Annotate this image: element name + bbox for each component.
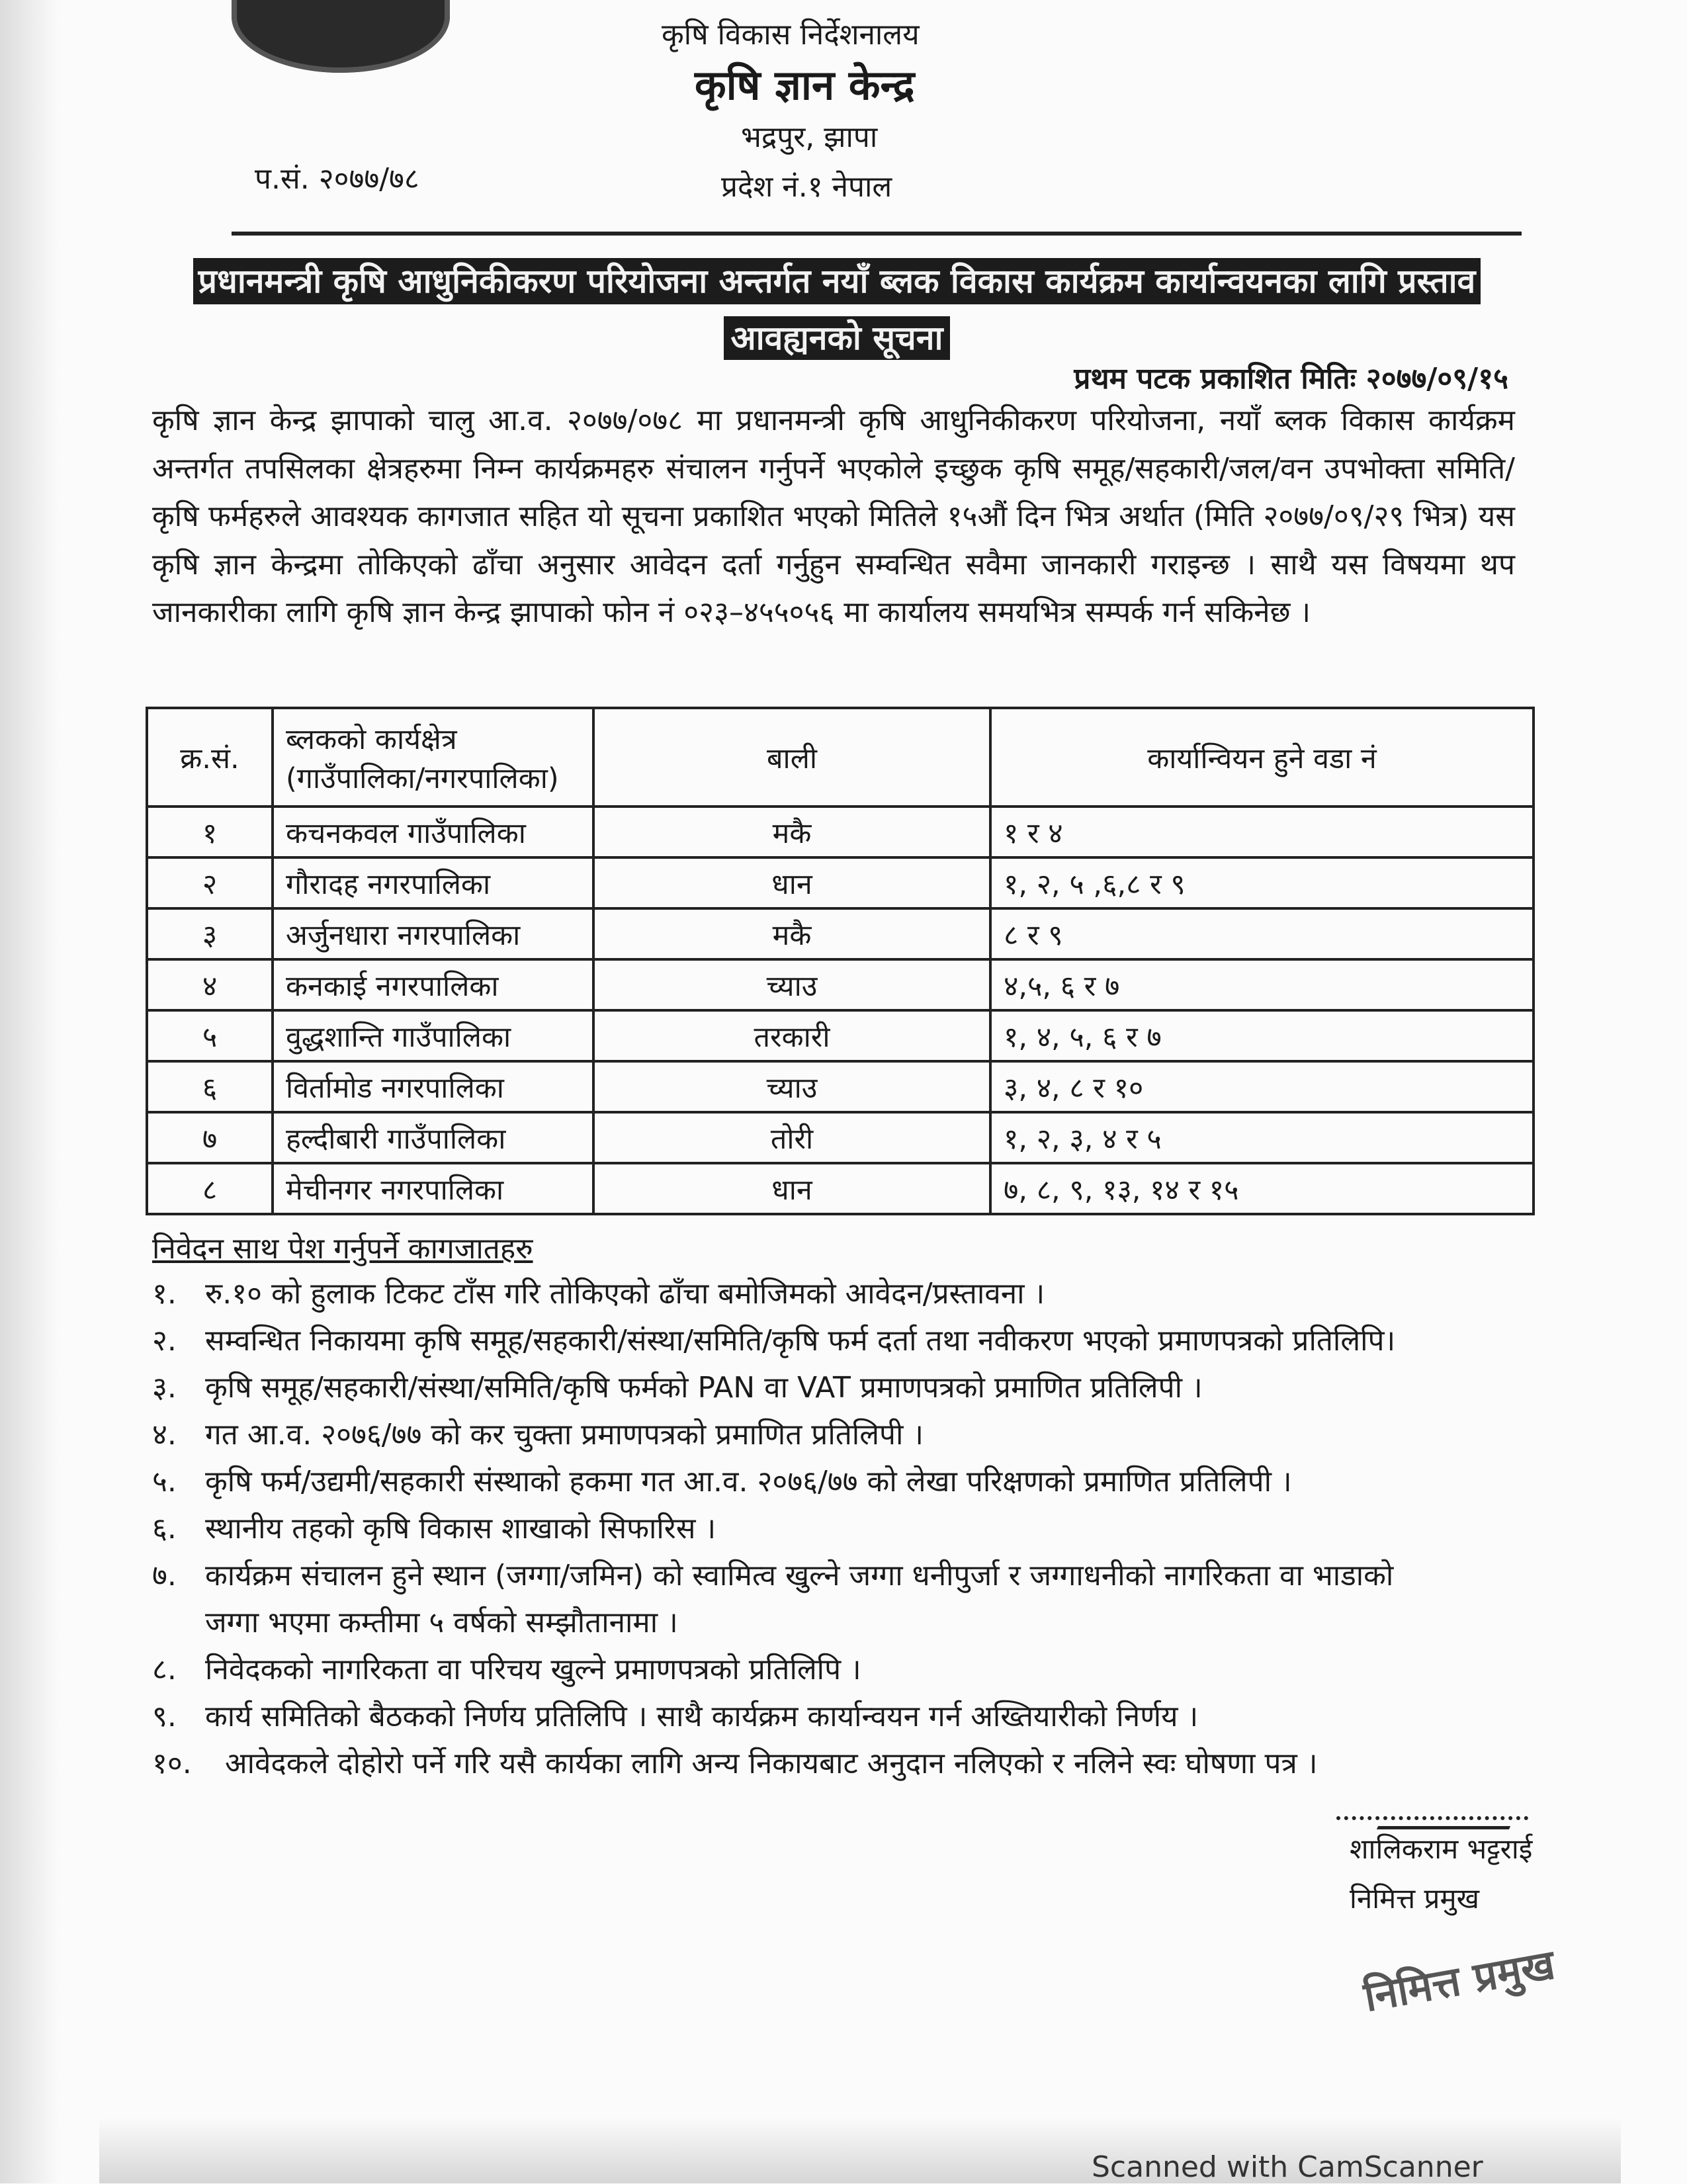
header-crop: बाली xyxy=(593,708,990,807)
list-item xyxy=(152,1505,1555,1552)
cell-crop: तरकारी xyxy=(593,1010,990,1061)
cell-area: विर्तामोड नगरपालिका xyxy=(273,1061,593,1112)
scan-shadow-left xyxy=(0,0,60,2183)
item-number: ९. xyxy=(152,1700,177,1733)
block-program-table xyxy=(146,707,1535,1215)
table-row xyxy=(147,807,1534,857)
cell-crop: च्याउ xyxy=(593,959,990,1010)
item-text: गत आ.व. २०७६/७७ को कर चुक्ता प्रमाणपत्रको प्रमाणित प्रतिलिपी । xyxy=(205,1418,924,1452)
table-row xyxy=(147,1061,1534,1112)
list-item xyxy=(152,1646,1555,1693)
cell-area: मेचीनगर नगरपालिका xyxy=(273,1163,593,1214)
cell-wards: ४,५, ६ र ७ xyxy=(990,959,1534,1010)
item-text: कृषि समूह/सहकारी/संस्था/समिति/कृषि फर्मको PAN वा VAT प्रमाणपत्रको प्रमाणित प्रतिलिपी । xyxy=(205,1371,1203,1405)
item-text: रु.१० को हुलाक टिकट टाँस गरि तोकिएको ढाँचा बमोजिमको आवेदन/प्रस्तावना । xyxy=(205,1277,1045,1311)
cell-crop: च्याउ xyxy=(593,1061,990,1112)
header-wards: कार्यान्वियन हुने वडा नं xyxy=(990,708,1534,807)
cell-wards: ७, ८, ९, १३, १४ र १५ xyxy=(990,1163,1534,1214)
cell-crop: धान xyxy=(593,1163,990,1214)
cell-area: वुद्धशान्ति गाउँपालिका xyxy=(273,1010,593,1061)
notice-title-line1: प्रधानमन्त्री कृषि आधुनिकीकरण परियोजना अन्तर्गत नयाँ ब्लक विकास कार्यक्रम कार्यान्वयनका लागि प्रस्ताव xyxy=(193,258,1481,304)
header-area xyxy=(273,708,593,807)
item-number: ४. xyxy=(152,1418,177,1452)
published-date: प्रथम पटक प्रकाशित मितिः २०७७/०९/१५ xyxy=(1074,362,1508,396)
item-text: कार्य समितिको बैठकको निर्णय प्रतिलिपि । साथै कार्यक्रम कार्यान्वयन गर्न अख्तियारीको निर्णय । xyxy=(205,1700,1199,1733)
signature-line xyxy=(1336,1816,1528,1820)
cell-wards: १ र ४ xyxy=(990,807,1534,857)
cell-serial: ३ xyxy=(147,908,273,959)
cell-wards: १, २, ५ ,६,८ र ९ xyxy=(990,857,1534,908)
table-row xyxy=(147,857,1534,908)
cell-crop: तोरी xyxy=(593,1112,990,1163)
header-location: भद्रपुर, झापा xyxy=(741,120,878,154)
cell-crop: धान xyxy=(593,857,990,908)
cell-serial: ६ xyxy=(147,1061,273,1112)
cell-area: हल्दीबारी गाउँपालिका xyxy=(273,1112,593,1163)
list-item-continuation: जग्गा भएमा कम्तीमा ५ वर्षको सम्झौतानामा । xyxy=(205,1606,678,1639)
cell-serial: ७ xyxy=(147,1112,273,1163)
cell-serial: ५ xyxy=(147,1010,273,1061)
government-emblem-icon xyxy=(232,0,450,73)
cell-area: गौरादह नगरपालिका xyxy=(273,857,593,908)
documents-list xyxy=(152,1270,1555,1787)
header-divider xyxy=(232,232,1522,236)
table-row xyxy=(147,1163,1534,1214)
signer-role: निमित्त प्रमुख xyxy=(1350,1882,1479,1915)
list-item xyxy=(152,1364,1555,1411)
cell-crop: मकै xyxy=(593,908,990,959)
cell-wards: १, ४, ५, ६ र ७ xyxy=(990,1010,1534,1061)
list-item xyxy=(152,1552,1555,1599)
item-text: कार्यक्रम संचालन हुने स्थान (जग्गा/जमिन) को स्वामित्व खुल्ने जग्गा धनीपुर्जा र जग्गाधनीको नागरिकता वा भाडाको xyxy=(205,1559,1394,1593)
item-number: ६. xyxy=(152,1512,177,1546)
item-number: १. xyxy=(152,1277,177,1311)
cell-area: कचनकवल गाउँपालिका xyxy=(273,807,593,857)
cell-serial: ८ xyxy=(147,1163,273,1214)
table-row xyxy=(147,1112,1534,1163)
cell-serial: १ xyxy=(147,807,273,857)
item-number: ७. xyxy=(152,1559,177,1593)
item-number: ५. xyxy=(152,1465,177,1499)
cell-serial: २ xyxy=(147,857,273,908)
cell-crop: मकै xyxy=(593,807,990,857)
cell-wards: ८ र ९ xyxy=(990,908,1534,959)
header-office: कृषि ज्ञान केन्द्र xyxy=(695,61,915,109)
reference-number: प.सं. २०७७/७८ xyxy=(255,162,419,196)
scanner-watermark: Scanned with CamScanner xyxy=(1092,2150,1483,2184)
table-row xyxy=(147,908,1534,959)
header-serial: क्र.सं. xyxy=(147,708,273,807)
cell-area: अर्जुनधारा नगरपालिका xyxy=(273,908,593,959)
table-header-row xyxy=(147,708,1534,807)
item-text: आवेदकले दोहोरो पर्ने गरि यसै कार्यका लागि अन्य निकायबाट अनुदान नलिएको र नलिने स्वः घोषणा पत्र । xyxy=(225,1747,1318,1780)
item-text: कृषि फर्म/उद्यमी/सहकारी संस्थाको हकमा गत आ.व. २०७६/७७ को लेखा परिक्षणको प्रमाणित प्रतिलिपी । xyxy=(205,1465,1292,1499)
header-area-line2: (गाउँपालिका/नगरपालिका) xyxy=(286,762,559,795)
item-number: १०. xyxy=(152,1747,192,1780)
cell-serial: ४ xyxy=(147,959,273,1010)
item-text: सम्वन्धित निकायमा कृषि समूह/सहकारी/संस्था/समिति/कृषि फर्म दर्ता तथा नवीकरण भएको प्रमाणपत्रको प्रतिलिपि। xyxy=(205,1324,1396,1358)
item-number: ८. xyxy=(152,1653,177,1686)
header-province: प्रदेश नं.१ नेपाल xyxy=(721,170,892,204)
list-item xyxy=(152,1317,1555,1364)
notice-title-line2: आवह्यनको सूचना xyxy=(724,316,949,360)
cell-wards: ३, ४, ८ र १० xyxy=(990,1061,1534,1112)
list-item xyxy=(152,1693,1555,1740)
item-number: २. xyxy=(152,1324,177,1358)
documents-heading: निवेदन साथ पेश गर्नुपर्ने कागजातहरु xyxy=(152,1232,533,1266)
header-directorate: कृषि विकास निर्देशनालय xyxy=(662,18,920,52)
cell-wards: १, २, ३, ४ र ५ xyxy=(990,1112,1534,1163)
list-item xyxy=(152,1458,1555,1505)
notice-title xyxy=(182,253,1492,367)
table-row xyxy=(147,959,1534,1010)
list-item xyxy=(152,1270,1555,1317)
official-stamp: निमित्त प्रमुख xyxy=(1360,1940,1559,2021)
item-text: स्थानीय तहको कृषि विकास शाखाको सिफारिस । xyxy=(205,1512,716,1546)
list-item xyxy=(152,1411,1555,1458)
header-area-line1: ब्लकको कार्यक्षेत्र xyxy=(286,722,457,756)
signer-name: शालिकराम भट्टराई xyxy=(1350,1833,1533,1865)
list-item xyxy=(152,1740,1555,1787)
notice-body: कृषि ज्ञान केन्द्र झापाको चालु आ.व. २०७७/०७८ मा प्रधानमन्त्री कृषि आधुनिकीकरण परियोजना, नयाँ ब्लक विकास कार्यक्रम अन्तर्गत तपसिलका क्षेत्रहरुमा निम्न कार्यक्रमहरु संचालन गर्नुपर्ने भएकोले इच्छुक कृषि समूह/सहकारी/जल/वन उपभोक्ता समिति/कृषि फर्महरुले आवश्यक कागजात सहित यो सूचना प्रकाशित भएको मितिले १५औं दिन भित्र अर्थात (मिति २०७७/०९/२९ भित्र) यस कृषि ज्ञान केन्द्रमा तोकिएको ढाँचा अनुसार आवेदन दर्ता गर्नुहुन सम्वन्धित सवैमा जानकारी गराइन्छ । साथै यस विषयमा थप जानकारीका लागि कृषि ज्ञान केन्द्र झापाको फोन नं ०२३–४५५०५६ मा कार्यालय समयभित्र सम्पर्क गर्न सकिनेछ । xyxy=(152,404,1515,629)
table-row xyxy=(147,1010,1534,1061)
cell-area: कनकाई नगरपालिका xyxy=(273,959,593,1010)
item-text: निवेदकको नागरिकता वा परिचय खुल्ने प्रमाणपत्रको प्रतिलिपि । xyxy=(205,1653,861,1686)
item-number: ३. xyxy=(152,1371,177,1405)
